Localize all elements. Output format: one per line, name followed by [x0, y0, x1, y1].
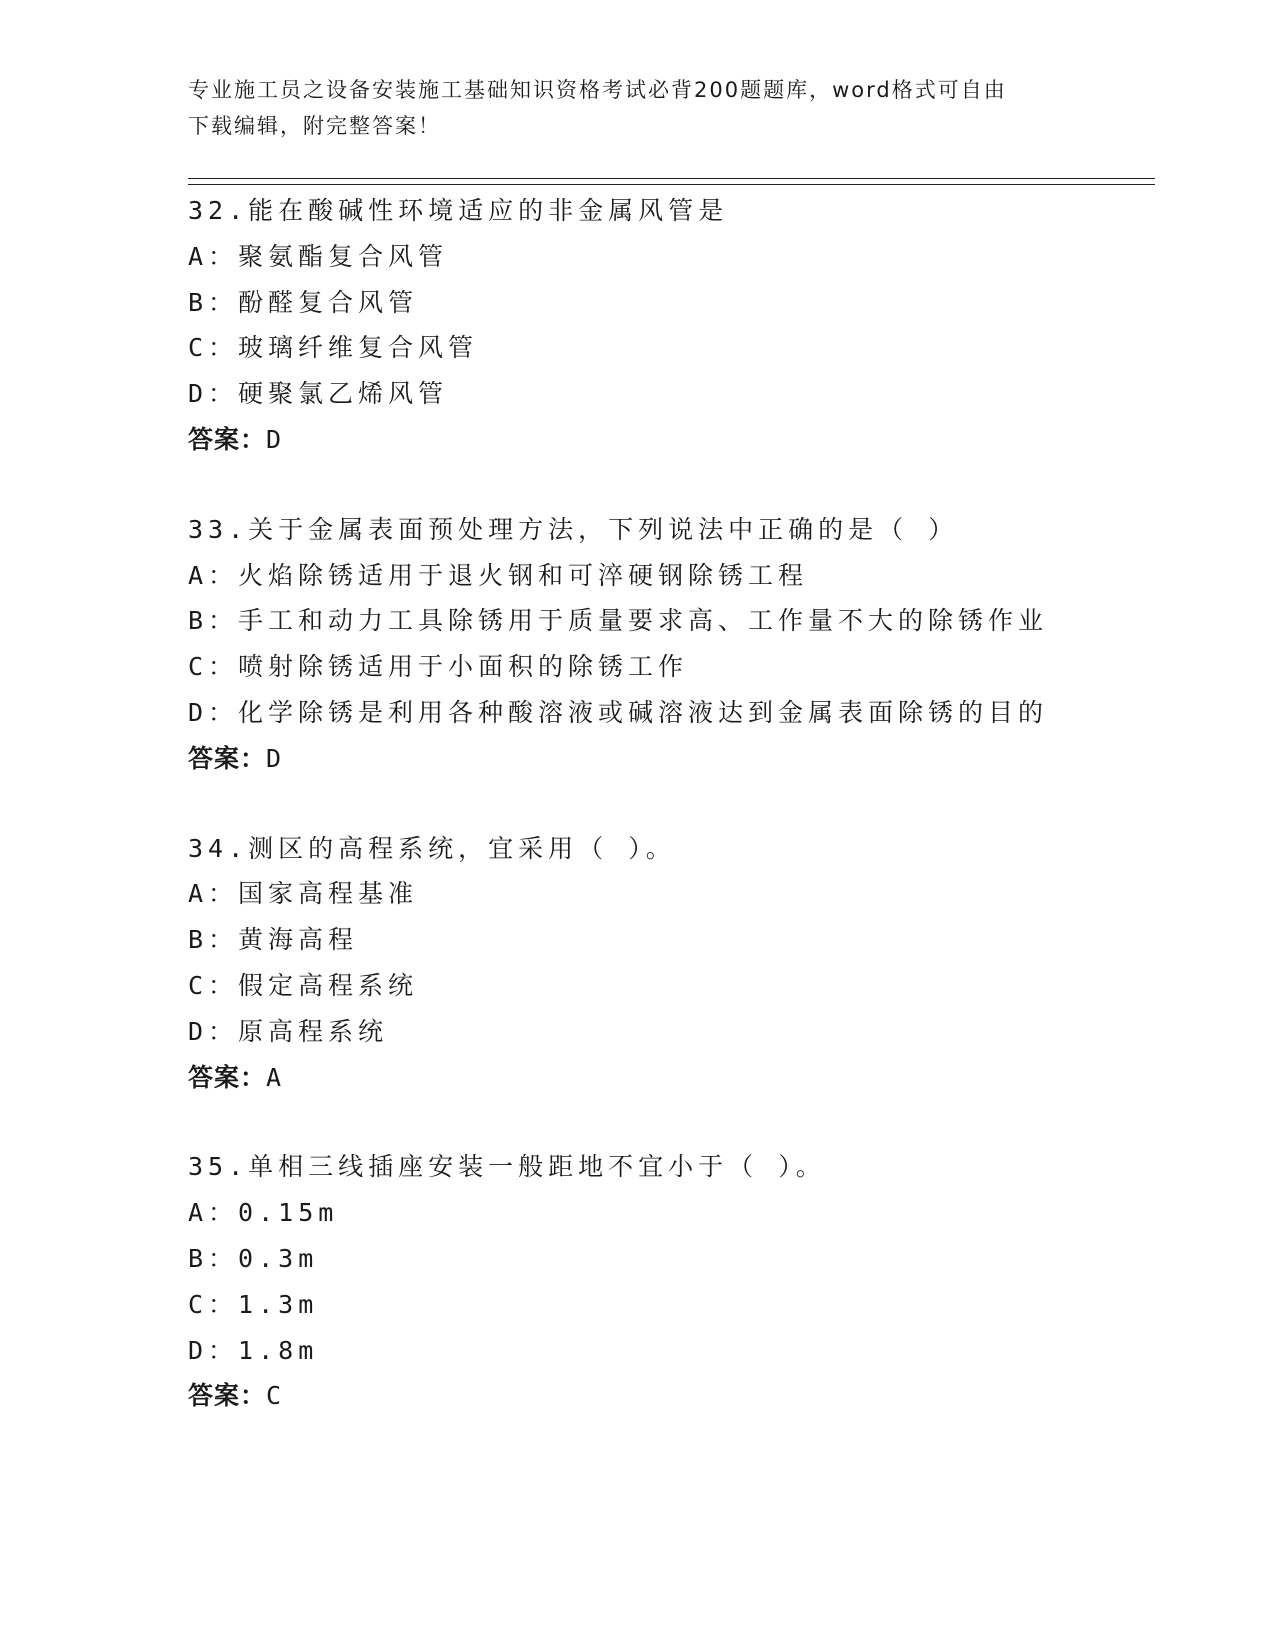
- option-b: B：0.3m: [188, 1243, 319, 1273]
- question-stem: 35.单相三线插座安装一般距地不宜小于（ ）。: [188, 1152, 826, 1182]
- answer-label: 答案：: [188, 1062, 267, 1092]
- question-stem: 34.测区的高程系统，宜采用（ ）。: [188, 833, 676, 863]
- question-34: [188, 826, 1148, 1101]
- answer-value: D: [266, 743, 283, 773]
- answer-label: 答案：: [188, 1381, 267, 1411]
- question-32: [188, 188, 1148, 463]
- option-d: D：化学除锈是利用各种酸溶液或碱溶液达到金属表面除锈的目的: [188, 697, 1049, 727]
- option-a: A：火焰除锈适用于退火钢和可淬硬钢除锈工程: [188, 560, 809, 590]
- answer-line: [188, 1055, 1148, 1101]
- option-d: D：原高程系统: [188, 1016, 389, 1046]
- question-stem: 33.关于金属表面预处理方法，下列说法中正确的是（ ）: [188, 514, 959, 544]
- option-a: A：国家高程基准: [188, 879, 419, 909]
- header-line-1: 专业施工员之设备安装施工基础知识资格考试必背200题题库，word格式可自由: [188, 78, 1007, 102]
- option-b: B：黄海高程: [188, 925, 359, 955]
- answer-line: [188, 1373, 1148, 1419]
- option-c: C：假定高程系统: [188, 970, 419, 1000]
- answer-label: 答案：: [188, 743, 267, 773]
- option-c: C：1.3m: [188, 1289, 319, 1319]
- answer-line: [188, 736, 1148, 782]
- option-a: A：聚氨酯复合风管: [188, 241, 449, 271]
- answer-label: 答案：: [188, 424, 267, 454]
- answer-value: C: [266, 1381, 283, 1411]
- option-a: A：0.15m: [188, 1198, 339, 1228]
- question-list: [188, 188, 1148, 1463]
- option-b: B：酚醛复合风管: [188, 287, 419, 317]
- question-35: [188, 1144, 1148, 1419]
- answer-value: A: [266, 1062, 283, 1092]
- header-divider-top: [188, 178, 1155, 179]
- question-stem: 32.能在酸碱性环境适应的非金属风管是: [188, 196, 729, 225]
- answer-line: [188, 417, 1148, 463]
- option-b: B：手工和动力工具除锈用于质量要求高、工作量不大的除锈作业: [188, 606, 1049, 636]
- header-line-2: 下载编辑，附完整答案！: [188, 114, 441, 138]
- question-33: [188, 507, 1148, 782]
- option-c: C：喷射除锈适用于小面积的除锈工作: [188, 652, 689, 682]
- header-divider-bottom: [188, 184, 1155, 185]
- answer-value: D: [266, 424, 283, 454]
- document-header: [188, 72, 1068, 144]
- option-d: D：硬聚氯乙烯风管: [188, 379, 449, 409]
- option-c: C：玻璃纤维复合风管: [188, 333, 479, 363]
- option-d: D：1.8m: [188, 1335, 319, 1365]
